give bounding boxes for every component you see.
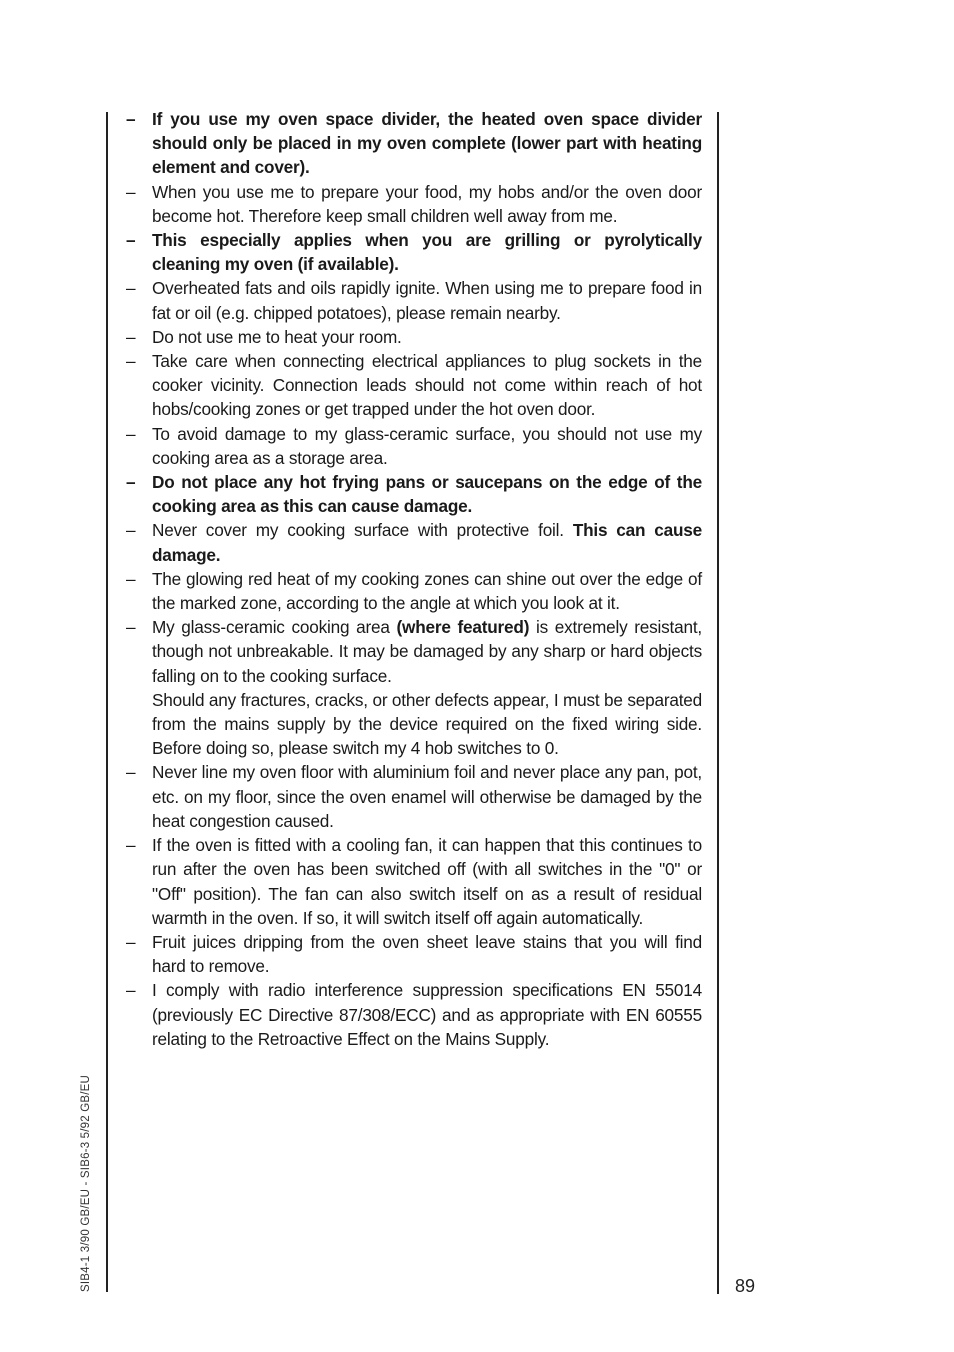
dash-bullet: – <box>126 326 136 347</box>
item-bold-text: This can cause damage. <box>152 520 702 565</box>
right-margin-rule-bottom <box>717 1268 719 1294</box>
item-text: Never cover my cooking surface with protective foil. <box>152 520 564 541</box>
dash-bullet: – <box>126 351 136 372</box>
dash-bullet: – <box>126 568 136 589</box>
dash-bullet: – <box>126 762 136 783</box>
item-text: Never line my oven floor with aluminium foil and never place any pan, pot, etc. on my floor, since the oven enamel will otherwise be damaged by the heat congestion caused. <box>152 762 702 831</box>
item-text: If the oven is fitted with a cooling fan, it can happen that this continues to run after the oven has been switched off (with all switches in the "0" or "Off" position). The fan can also switch itself on as a result of residual warmth in the oven. If so, it will switch itself off again automatically. <box>152 835 702 928</box>
item-text: Take care when connecting electrical appliances to plug sockets in the cooker vicinity. Connection leads should not come within reach of hot hobs/cooking zones or get trapped under the hot oven door. <box>152 351 702 420</box>
list-item <box>124 567 702 615</box>
item-text: My glass-ceramic cooking area <box>152 617 390 638</box>
dash-bullet: – <box>126 181 136 202</box>
item-continuation: Should any fractures, cracks, or other defects appear, I must be separated from the mains supply by the device required on the fixed wiring side. Before doing so, please switch my 4 hob switches to 0. <box>152 689 702 759</box>
item-text: Fruit juices dripping from the oven sheet leave stains that you will find hard to remove. <box>152 931 702 977</box>
dash-bullet: – <box>126 230 136 251</box>
dash-bullet: – <box>126 278 136 299</box>
list-item <box>124 180 702 228</box>
item-text: The glowing red heat of my cooking zones can shine out over the edge of the marked zone, according to the angle at which you look at it. <box>152 568 702 614</box>
right-margin-rule <box>717 112 719 1292</box>
list-item <box>124 470 702 518</box>
dash-bullet: – <box>126 931 136 952</box>
item-text: Overheated fats and oils rapidly ignite. When using me to prepare food in fat or oil (e.g. chipped potatoes), please remain nearby. <box>152 278 702 323</box>
list-item <box>124 349 702 422</box>
list-item <box>124 107 702 180</box>
item-text: I comply with radio interference suppression specifications EN 55014 (previously EC Directive 87/308/ECC) and as appropriate with EN 60555 relating to the Retroactive Effect on the Mains Supply. <box>152 980 702 1049</box>
list-item <box>124 930 702 978</box>
dash-bullet: – <box>126 109 136 129</box>
dash-bullet: – <box>126 472 136 493</box>
item-bold-text: (where featured) <box>396 617 530 638</box>
item-text: If you use my oven space divider, the heated oven space divider should only be placed in my oven complete (lower part with heating element and cover). <box>152 109 702 178</box>
item-text: Do not use me to heat your room. <box>152 326 402 347</box>
list-item <box>124 422 702 470</box>
dash-bullet: – <box>126 520 136 541</box>
list-item <box>124 833 702 930</box>
list-item <box>124 978 702 1051</box>
left-margin-rule <box>106 112 108 1292</box>
item-text: This especially applies when you are grilling or pyrolytically cleaning my oven (if available). <box>152 230 702 275</box>
document-code: SIB4-1 3/90 GB/EU - SIB6-3 5/92 GB/EU <box>80 1074 92 1292</box>
item-text: Do not place any hot frying pans or saucepans on the edge of the cooking area as this can cause damage. <box>152 472 702 517</box>
list-item <box>124 615 702 760</box>
dash-bullet: – <box>126 980 136 1001</box>
list-item <box>124 325 702 349</box>
list-item <box>124 228 702 276</box>
item-text-after: is extremely resistant, though not unbreakable. It may be damaged by any sharp or hard objects falling on to the cooking surface. <box>152 617 703 686</box>
safety-instructions <box>124 107 702 1051</box>
list-item <box>124 276 702 324</box>
dash-bullet: – <box>126 423 136 444</box>
item-text: When you use me to prepare your food, my hobs and/or the oven door become hot. Therefore keep small children well away from me. <box>152 181 702 226</box>
page-number: 89 <box>735 1276 756 1296</box>
list-item <box>124 518 702 566</box>
dash-bullet: – <box>126 617 136 638</box>
dash-bullet: – <box>126 835 136 856</box>
list-item <box>124 760 702 833</box>
item-text: To avoid damage to my glass-ceramic surface, you should not use my cooking area as a storage area. <box>152 423 702 468</box>
